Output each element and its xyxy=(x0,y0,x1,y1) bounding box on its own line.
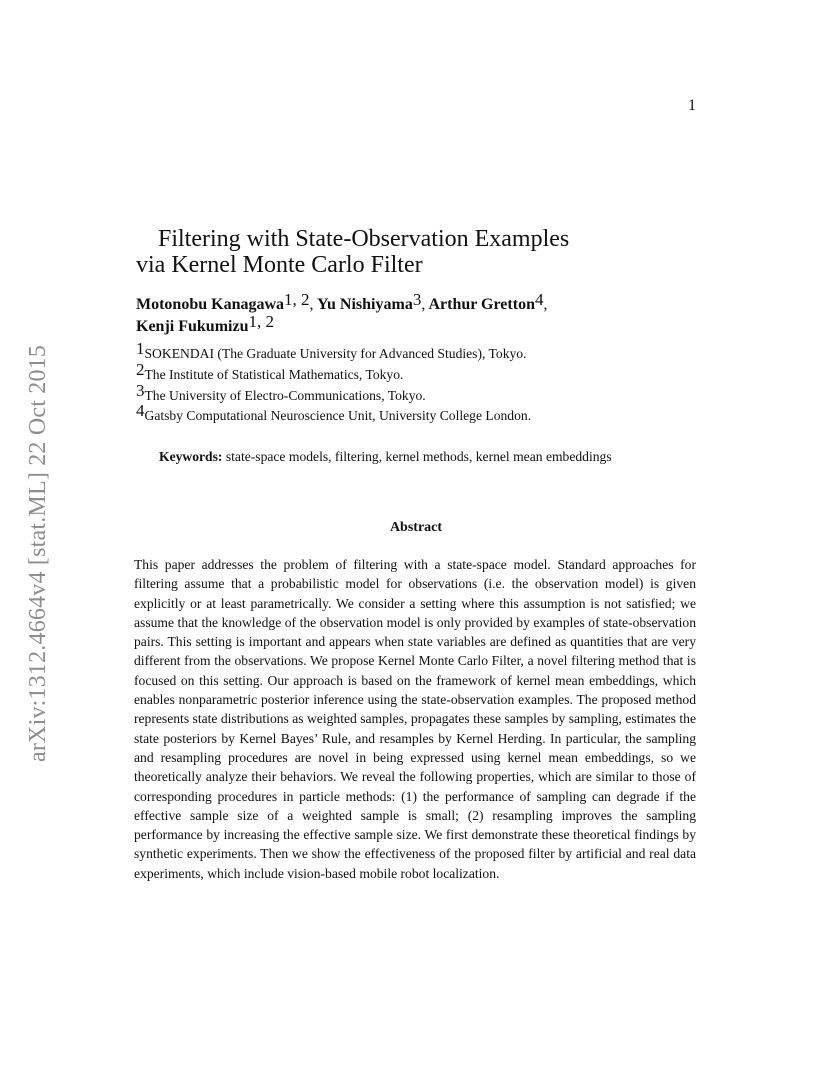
author-name: Yu Nishiyama xyxy=(316,296,413,313)
affiliation-text: Gatsby Computational Neuroscience Unit, University College London. xyxy=(144,408,532,424)
author-separator: , xyxy=(543,296,548,313)
author-name: Motonobu Kanagawa xyxy=(136,296,285,313)
paper-title xyxy=(136,226,696,278)
affiliation-item xyxy=(136,339,696,365)
affiliation-text: SOKENDAI (The Graduate University for Advanced Studies), Tokyo. xyxy=(144,346,527,361)
abstract-heading: Abstract xyxy=(389,520,443,535)
keywords-text: state-space models, filtering, kernel methods, kernel mean embeddings xyxy=(225,449,612,464)
author-affiliation-mark: 1, 2 xyxy=(248,312,274,331)
affiliation-item xyxy=(136,359,696,386)
affiliation-item xyxy=(136,380,696,407)
author-list xyxy=(136,290,696,338)
affiliation-list xyxy=(136,339,696,427)
page-number: 1 xyxy=(688,97,696,114)
author-affiliation-mark: 1, 2 xyxy=(284,290,310,309)
arxiv-identifier-stamp: arXiv:1312.4664v4 [stat.ML] 22 Oct 2015 xyxy=(25,344,51,762)
abstract-body: This paper addresses the problem of filtering with a state-space model. Standard approaches for filtering assume that a probabilistic model for observations (i.e. the observation model) is given explicitly or at least parametrically. We consider a setting where this assumption is not satisfied; we assume that the knowledge of the observation model is only provided by examples of state-observation pairs. This setting is important and appears when state variables are defined as quantities that are very different from the observations. We propose Kernel Monte Carlo Filter, a novel filtering method that is focused on this setting. Our approach is based on the framework of kernel mean embeddings, which enables nonparametric posterior inference using the state-observation examples. The proposed method represents state distributions as weighted samples, propagates these samples by sampling, estimates the state posteriors by Kernel Bayes’ Rule, and resamples by Kernel Herding. In particular, the sampling and resampling procedures are novel in being expressed using kernel mean embeddings, so we theoretically analyze their behaviors. We reveal the following properties, which are similar to those of corresponding procedures in particle methods: (1) the performance of sampling can degrade if the effective sample size of a weighted sample is small; (2) resampling improves the sampling performance by increasing the effective sample size. We first demonstrate these theoretical findings by synthetic experiments. Then we show the effectiveness of the proposed filter by artificial and real data experiments, which include vision-based mobile robot localization. xyxy=(134,557,696,881)
author-name: Arthur Gretton xyxy=(428,296,535,313)
keywords-line xyxy=(159,448,719,466)
affiliation-mark: 3 xyxy=(136,380,145,400)
affiliation-mark: 2 xyxy=(136,359,145,379)
affiliation-mark: 1 xyxy=(136,339,145,358)
affiliation-text: The University of Electro-Communications, Tokyo. xyxy=(144,387,426,403)
affiliation-text: The Institute of Statistical Mathematics, Tokyo. xyxy=(144,366,404,382)
author-name: Kenji Fukumizu xyxy=(136,318,249,335)
affiliation-item xyxy=(136,401,696,427)
author-affiliation-mark: 4 xyxy=(534,290,544,309)
author-affiliation-mark: 3 xyxy=(412,290,422,309)
paper-title-line-1: Filtering with State-Observation Examples xyxy=(158,226,570,252)
paper-title-line-2: via Kernel Monte Carlo Filter xyxy=(136,252,423,278)
author-separator: , xyxy=(421,296,426,313)
author-separator: , xyxy=(309,296,314,313)
keywords-label: Keywords: xyxy=(159,449,223,464)
affiliation-mark: 4 xyxy=(136,401,145,421)
